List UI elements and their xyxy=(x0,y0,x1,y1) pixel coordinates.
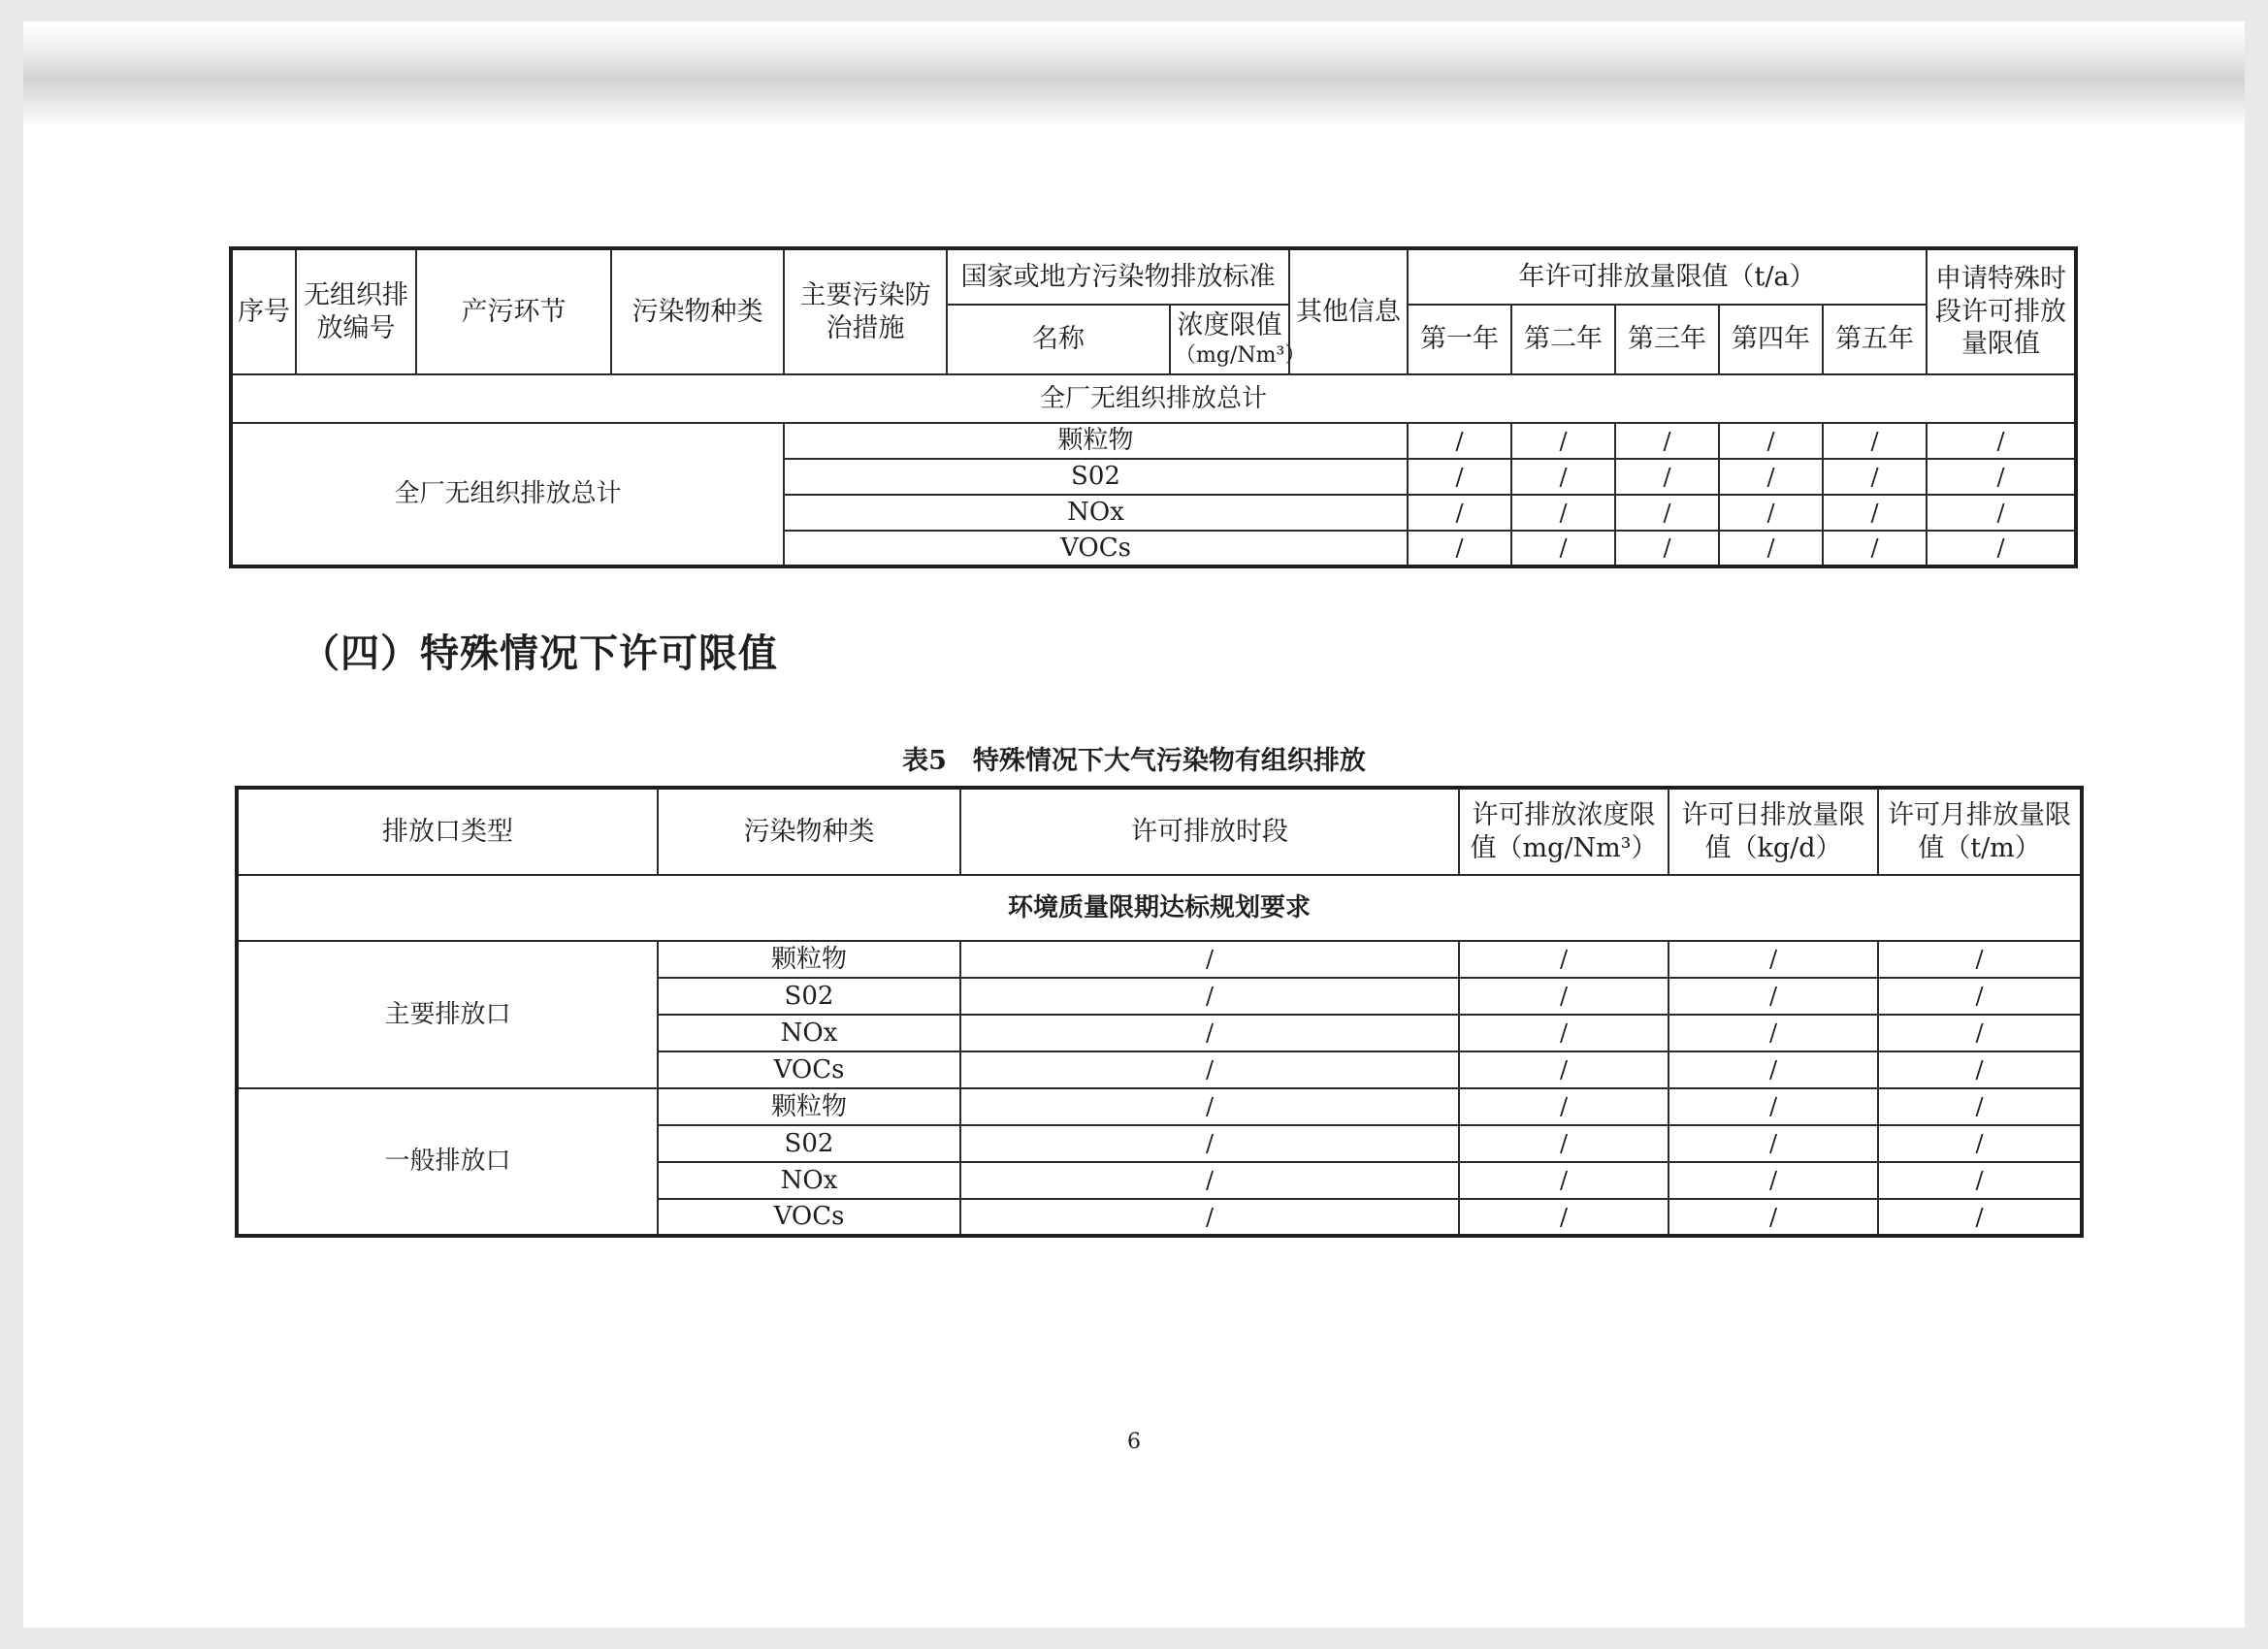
header-annual-limit: 年许可排放量限值（t/a） xyxy=(1408,248,1927,305)
value-cell: / xyxy=(1878,1088,2082,1125)
value-cell: / xyxy=(1927,459,2076,495)
section-row: 全厂无组织排放总计 xyxy=(231,374,2076,423)
value-cell: / xyxy=(960,1051,1459,1088)
value-cell: / xyxy=(1719,459,1823,495)
value-cell: / xyxy=(1669,1015,1878,1051)
header-conc-limit: 许可排放浓度限值（mg/Nm³） xyxy=(1459,788,1669,875)
value-cell: / xyxy=(1615,495,1719,531)
scanned-page xyxy=(23,21,2245,1628)
section-heading: （四）特殊情况下许可限值 xyxy=(301,630,778,676)
value-cell: / xyxy=(960,1125,1459,1162)
pollutant-cell: 颗粒物 xyxy=(784,423,1408,459)
total-label: 全厂无组织排放总计 xyxy=(231,423,784,566)
header-seq: 序号 xyxy=(231,248,296,374)
value-cell: / xyxy=(1669,1125,1878,1162)
value-cell: / xyxy=(1719,495,1823,531)
value-cell: / xyxy=(960,1162,1459,1199)
value-cell: / xyxy=(1459,1125,1669,1162)
pollutant-cell: S02 xyxy=(658,1125,960,1162)
value-cell: / xyxy=(1408,531,1511,566)
table-row xyxy=(237,941,2082,978)
pollutant-cell: NOx xyxy=(784,495,1408,531)
value-cell: / xyxy=(1459,1162,1669,1199)
value-cell: / xyxy=(1878,1125,2082,1162)
value-cell: / xyxy=(1878,978,2082,1015)
header-outlet-type: 排放口类型 xyxy=(237,788,658,875)
value-cell: / xyxy=(1669,941,1878,978)
value-cell: / xyxy=(1459,1088,1669,1125)
value-cell: / xyxy=(1615,531,1719,566)
scan-fold-shadow xyxy=(23,21,2245,128)
value-cell: / xyxy=(1459,978,1669,1015)
header-standard: 国家或地方污染物排放标准 xyxy=(947,248,1289,305)
value-cell: / xyxy=(1878,941,2082,978)
value-cell: / xyxy=(960,1088,1459,1125)
pollutant-cell: S02 xyxy=(784,459,1408,495)
value-cell: / xyxy=(1408,495,1511,531)
standard-limit-label: 浓度限值 xyxy=(1177,310,1282,341)
header-year-1: 第一年 xyxy=(1408,305,1511,374)
pollutant-cell: S02 xyxy=(658,978,960,1015)
value-cell: / xyxy=(1511,531,1615,566)
value-cell: / xyxy=(1719,531,1823,566)
header-year-3: 第三年 xyxy=(1615,305,1719,374)
value-cell: / xyxy=(1408,459,1511,495)
section-row: 环境质量限期达标规划要求 xyxy=(237,875,2082,941)
page-number: 6 xyxy=(1127,1430,1141,1454)
outlet-type-main: 主要排放口 xyxy=(237,941,658,1088)
value-cell: / xyxy=(1459,1199,1669,1236)
value-cell: / xyxy=(1669,978,1878,1015)
value-cell: / xyxy=(1669,1162,1878,1199)
header-year-4: 第四年 xyxy=(1719,305,1823,374)
header-other-info: 其他信息 xyxy=(1289,248,1408,374)
header-year-2: 第二年 xyxy=(1511,305,1615,374)
value-cell: / xyxy=(960,978,1459,1015)
header-period: 许可排放时段 xyxy=(960,788,1459,875)
value-cell: / xyxy=(1927,423,2076,459)
header-measures: 主要污染防治措施 xyxy=(784,248,947,374)
outlet-type-general: 一般排放口 xyxy=(237,1088,658,1236)
header-monthly-limit: 许可月排放量限值（t/m） xyxy=(1878,788,2082,875)
value-cell: / xyxy=(1669,1088,1878,1125)
table-row xyxy=(237,1088,2082,1125)
pollutant-cell: 颗粒物 xyxy=(658,1088,960,1125)
value-cell: / xyxy=(1878,1199,2082,1236)
value-cell: / xyxy=(1669,1051,1878,1088)
pollutant-cell: VOCs xyxy=(658,1051,960,1088)
value-cell: / xyxy=(1719,423,1823,459)
value-cell: / xyxy=(1823,459,1927,495)
value-cell: / xyxy=(960,941,1459,978)
value-cell: / xyxy=(1878,1015,2082,1051)
value-cell: / xyxy=(1511,495,1615,531)
header-daily-limit: 许可日排放量限值（kg/d） xyxy=(1669,788,1878,875)
pollutant-cell: NOx xyxy=(658,1015,960,1051)
value-cell: / xyxy=(1823,531,1927,566)
value-cell: / xyxy=(1823,495,1927,531)
value-cell: / xyxy=(1878,1051,2082,1088)
header-process: 产污环节 xyxy=(416,248,611,374)
pollutant-cell: VOCs xyxy=(658,1199,960,1236)
value-cell: / xyxy=(1459,1015,1669,1051)
table-caption: 表5 特殊情况下大气污染物有组织排放 xyxy=(902,746,1366,776)
value-cell: / xyxy=(1615,459,1719,495)
pollutant-cell: 颗粒物 xyxy=(658,941,960,978)
value-cell: / xyxy=(960,1199,1459,1236)
header-outlet-id: 无组织排放编号 xyxy=(296,248,416,374)
value-cell: / xyxy=(960,1015,1459,1051)
value-cell: / xyxy=(1927,531,2076,566)
value-cell: / xyxy=(1878,1162,2082,1199)
value-cell: / xyxy=(1669,1199,1878,1236)
value-cell: / xyxy=(1511,423,1615,459)
header-pollutant: 污染物种类 xyxy=(658,788,960,875)
header-standard-limit xyxy=(1170,305,1307,374)
header-year-5: 第五年 xyxy=(1823,305,1927,374)
standard-limit-unit: （mg/Nm³） xyxy=(1175,343,1307,369)
header-standard-name: 名称 xyxy=(947,305,1170,374)
value-cell: / xyxy=(1927,495,2076,531)
value-cell: / xyxy=(1615,423,1719,459)
header-special-limit: 申请特殊时段许可排放量限值 xyxy=(1927,248,2076,374)
value-cell: / xyxy=(1459,941,1669,978)
table-row xyxy=(231,423,2076,459)
value-cell: / xyxy=(1823,423,1927,459)
header-pollutant: 污染物种类 xyxy=(611,248,784,374)
unorganized-emissions-table xyxy=(229,246,2078,568)
pollutant-cell: VOCs xyxy=(784,531,1408,566)
pollutant-cell: NOx xyxy=(658,1162,960,1199)
value-cell: / xyxy=(1408,423,1511,459)
table-5 xyxy=(235,786,2084,1238)
value-cell: / xyxy=(1459,1051,1669,1088)
value-cell: / xyxy=(1511,459,1615,495)
